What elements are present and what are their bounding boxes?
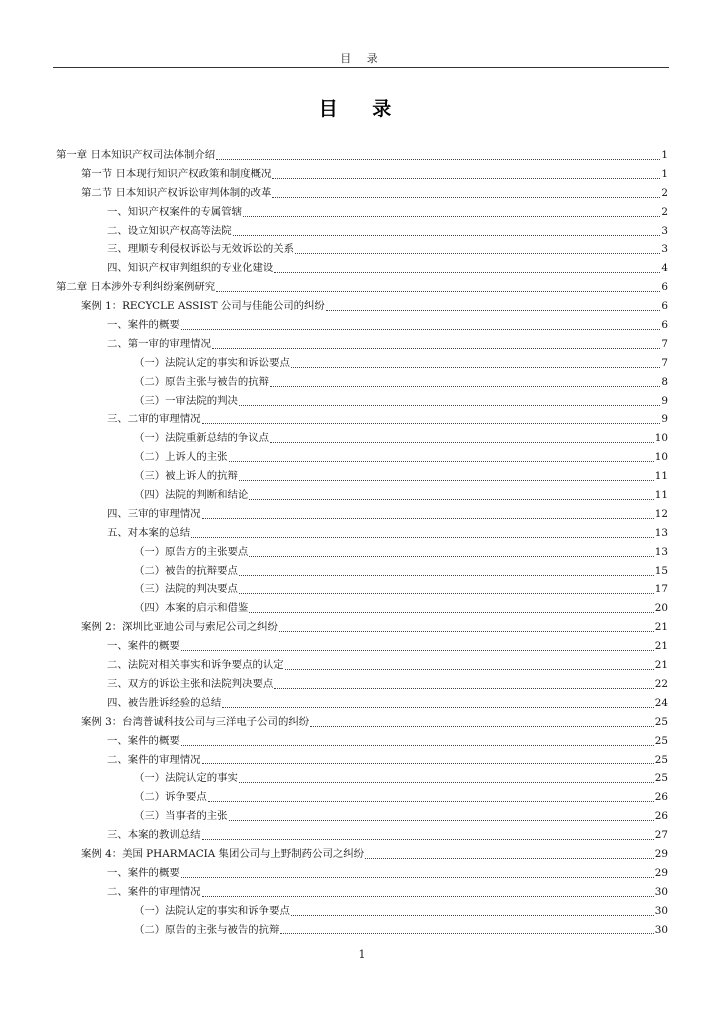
toc-entry[interactable] — [0, 240, 724, 259]
toc-entry[interactable] — [0, 713, 724, 732]
toc-entry-page: 7 — [661, 337, 668, 350]
toc-entry[interactable] — [0, 184, 724, 203]
toc-entry-page: 9 — [661, 394, 668, 407]
toc-entry[interactable] — [0, 883, 724, 902]
toc-entry[interactable] — [0, 354, 724, 373]
dot-leader — [270, 386, 660, 387]
dot-leader — [249, 556, 653, 557]
toc-entry-page: 27 — [654, 829, 668, 842]
dot-leader — [280, 933, 653, 934]
dot-leader — [272, 178, 660, 179]
dot-leader — [291, 915, 654, 916]
toc-entry[interactable] — [0, 902, 724, 921]
toc-entry[interactable] — [0, 486, 724, 505]
toc-entry-title: （一）法院认定的事实和诉讼要点 — [134, 356, 290, 369]
toc-entry-title: 二、第一审的审理情况 — [107, 337, 211, 350]
toc-entry[interactable] — [0, 429, 724, 448]
dot-leader — [239, 593, 654, 594]
toc-entry-title: 第一章 日本知识产权司法体制介绍 — [56, 149, 216, 161]
dot-leader — [272, 197, 660, 198]
toc-entry-title: 四、被告胜诉经验的总结 — [107, 696, 222, 709]
dot-leader — [202, 839, 654, 840]
dot-leader — [202, 423, 661, 424]
toc-entry[interactable] — [0, 599, 724, 618]
toc-entry-page: 25 — [654, 715, 668, 728]
toc-entry-title: 三、理顺专利侵权诉讼与无效诉讼的关系 — [107, 243, 295, 256]
toc-entry-page: 2 — [661, 205, 668, 218]
toc-entry-page: 4 — [661, 262, 668, 275]
toc-entry[interactable] — [0, 524, 724, 543]
toc-entry-page: 29 — [654, 847, 668, 860]
page-number: 1 — [358, 948, 366, 961]
toc-entry-title: 一、案件的概要 — [107, 640, 180, 653]
toc-entry-page: 8 — [661, 375, 668, 388]
toc-entry[interactable] — [0, 637, 724, 656]
toc-entry-page: 11 — [654, 470, 668, 483]
toc-entry[interactable] — [0, 921, 724, 940]
toc-entry-title: （一）法院认定的事实 — [134, 772, 238, 785]
toc-entry-page: 24 — [654, 696, 668, 709]
toc-entry-page: 21 — [654, 621, 668, 634]
toc-entry-page: 25 — [654, 753, 668, 766]
toc-entry[interactable] — [0, 316, 724, 335]
toc-entry-title: （三）法院的判决要点 — [134, 583, 238, 596]
toc-entry-title: （四）法院的判断和结论 — [134, 489, 249, 502]
dot-leader — [274, 688, 654, 689]
dot-leader — [249, 499, 653, 500]
dot-leader — [181, 877, 654, 878]
toc-entry-title: 案例 1：RECYCLE ASSIST 公司与佳能公司的纠纷 — [81, 300, 325, 313]
toc-entry-page: 15 — [654, 564, 668, 577]
toc-entry-title: 四、知识产权审判组织的专业化建设 — [107, 262, 274, 275]
dot-leader — [239, 575, 654, 576]
toc-entry-title: （二）被告的抗辩要点 — [134, 564, 238, 577]
toc-entry-page: 30 — [654, 923, 668, 936]
toc-entry[interactable] — [0, 259, 724, 278]
toc-entry[interactable] — [0, 732, 724, 751]
toc-entry-page: 1 — [661, 167, 668, 180]
page-title: 目 录 — [318, 98, 406, 120]
toc-entry[interactable] — [0, 675, 724, 694]
toc-entry-title: （一）法院重新总结的争议点 — [134, 432, 270, 445]
toc-entry-title: 四、三审的审理情况 — [107, 507, 201, 520]
dot-leader — [249, 612, 653, 613]
dot-leader — [202, 896, 654, 897]
toc-entry-page: 7 — [661, 356, 668, 369]
toc-entry-page: 25 — [654, 734, 668, 747]
toc-entry-page: 30 — [654, 885, 668, 898]
toc-entry-page: 3 — [661, 224, 668, 237]
dot-leader — [216, 291, 660, 292]
toc-entry[interactable] — [0, 543, 724, 562]
running-header: 目 录 — [340, 52, 384, 65]
toc-entry-title: 案例 3：台湾普诚科技公司与三洋电子公司的纠纷 — [81, 715, 310, 728]
toc-entry-title: （一）法院认定的事实和诉争要点 — [134, 904, 290, 917]
toc-entry-page: 17 — [654, 583, 668, 596]
dot-leader — [222, 707, 653, 708]
toc-entry-title: （四）本案的启示和借鉴 — [134, 602, 249, 615]
toc-entry-page: 2 — [661, 186, 668, 199]
toc-entry-page: 20 — [654, 602, 668, 615]
toc-entry-title: 二、案件的审理情况 — [107, 885, 201, 898]
toc-entry-page: 1 — [661, 149, 668, 161]
dot-leader — [229, 461, 654, 462]
toc-entry[interactable] — [0, 222, 724, 241]
toc-entry-title: （三）当事者的主张 — [134, 810, 228, 823]
toc-entry-title: 二、法院对相关事实和诉争要点的认定 — [107, 659, 284, 672]
toc-entry-title: （二）诉争要点 — [134, 791, 207, 804]
toc-entry-page: 13 — [654, 526, 668, 539]
toc-entry[interactable] — [0, 694, 724, 713]
dot-leader — [216, 159, 660, 160]
dot-leader — [243, 216, 660, 217]
toc-entry-title: 二、案件的审理情况 — [107, 753, 201, 766]
toc-entry-title: 第二节 日本知识产权诉讼审判体制的改革 — [81, 186, 272, 199]
toc-entry-title: 第二章 日本涉外专利纠纷案例研究 — [56, 281, 216, 294]
toc-entry[interactable] — [0, 410, 724, 429]
toc-entry[interactable] — [0, 562, 724, 581]
toc-entry-title: 一、知识产权案件的专属管辖 — [107, 205, 243, 218]
toc-entry-page: 29 — [654, 866, 668, 879]
toc-entry[interactable] — [0, 448, 724, 467]
toc-entry[interactable] — [0, 580, 724, 599]
table-of-contents — [0, 146, 724, 939]
toc-entry-page: 6 — [661, 300, 668, 313]
dot-leader — [233, 235, 661, 236]
toc-entry[interactable] — [0, 278, 724, 297]
dot-leader — [212, 348, 660, 349]
dot-leader — [326, 310, 661, 311]
dot-leader — [274, 272, 660, 273]
toc-entry-page: 6 — [661, 319, 668, 332]
dot-leader — [239, 405, 660, 406]
toc-entry-page: 21 — [654, 640, 668, 653]
dot-leader — [202, 518, 654, 519]
dot-leader — [208, 801, 654, 802]
toc-entry[interactable] — [0, 297, 724, 316]
toc-entry[interactable] — [0, 335, 724, 354]
toc-entry-title: 三、双方的诉讼主张和法院判决要点 — [107, 677, 274, 690]
toc-entry-title: 一、案件的概要 — [107, 319, 180, 332]
toc-entry[interactable] — [0, 751, 724, 770]
toc-entry-title: 五、对本案的总结 — [107, 526, 191, 539]
dot-leader — [310, 726, 654, 727]
toc-entry-page: 12 — [654, 507, 668, 520]
toc-entry[interactable] — [0, 203, 724, 222]
toc-entry-title: 案例 4：美国 PHARMACIA 集团公司与上野制药公司之纠纷 — [81, 847, 365, 860]
toc-entry[interactable] — [0, 467, 724, 486]
toc-entry-title: （三）一审法院的判决 — [134, 394, 238, 407]
toc-entry-page: 9 — [661, 413, 668, 426]
toc-entry[interactable] — [0, 656, 724, 675]
toc-entry[interactable] — [0, 165, 724, 184]
header-rule — [53, 67, 669, 68]
toc-entry[interactable] — [0, 146, 724, 165]
toc-entry-title: （一）原告方的主张要点 — [134, 545, 249, 558]
dot-leader — [365, 858, 654, 859]
toc-entry[interactable] — [0, 618, 724, 637]
dot-leader — [295, 253, 660, 254]
toc-entry-title: 一、案件的概要 — [107, 734, 180, 747]
toc-entry-title: （三）被上诉人的抗辩 — [134, 470, 238, 483]
dot-leader — [229, 820, 654, 821]
dot-leader — [191, 537, 654, 538]
toc-entry[interactable] — [0, 373, 724, 392]
toc-entry-page: 26 — [654, 791, 668, 804]
toc-entry[interactable] — [0, 505, 724, 524]
toc-entry-page: 10 — [654, 451, 668, 464]
toc-entry-page: 26 — [654, 810, 668, 823]
toc-entry[interactable] — [0, 807, 724, 826]
toc-entry-title: 二、设立知识产权高等法院 — [107, 224, 232, 237]
dot-leader — [239, 782, 654, 783]
toc-entry-page: 21 — [654, 659, 668, 672]
toc-entry[interactable] — [0, 769, 724, 788]
toc-entry-title: （二）原告主张与被告的抗辩 — [134, 375, 270, 388]
toc-entry-title: 案例 2：深圳比亚迪公司与索尼公司之纠纷 — [81, 621, 278, 634]
toc-entry-page: 13 — [654, 545, 668, 558]
toc-entry-page: 25 — [654, 772, 668, 785]
toc-entry-page: 6 — [661, 281, 668, 294]
toc-entry-title: 三、二审的审理情况 — [107, 413, 201, 426]
toc-entry-title: 一、案件的概要 — [107, 866, 180, 879]
toc-entry-page: 30 — [654, 904, 668, 917]
toc-entry-title: 第一节 日本现行知识产权政策和制度概况 — [81, 167, 272, 180]
dot-leader — [291, 367, 661, 368]
toc-entry-page: 10 — [654, 432, 668, 445]
toc-entry-page: 3 — [661, 243, 668, 256]
toc-entry-page: 11 — [654, 489, 668, 502]
dot-leader — [181, 745, 654, 746]
dot-leader — [181, 329, 661, 330]
toc-entry-page: 22 — [654, 677, 668, 690]
toc-entry[interactable] — [0, 788, 724, 807]
dot-leader — [202, 763, 654, 764]
dot-leader — [285, 669, 654, 670]
toc-entry-title: 三、本案的教训总结 — [107, 829, 201, 842]
dot-leader — [270, 442, 654, 443]
toc-entry[interactable] — [0, 392, 724, 411]
dot-leader — [181, 650, 654, 651]
toc-entry-title: （二）上诉人的主张 — [134, 451, 228, 464]
toc-entry[interactable] — [0, 826, 724, 845]
toc-entry[interactable] — [0, 864, 724, 883]
toc-entry[interactable] — [0, 845, 724, 864]
dot-leader — [279, 631, 654, 632]
dot-leader — [239, 480, 654, 481]
toc-entry-title: （二）原告的主张与被告的抗辩 — [134, 923, 280, 936]
